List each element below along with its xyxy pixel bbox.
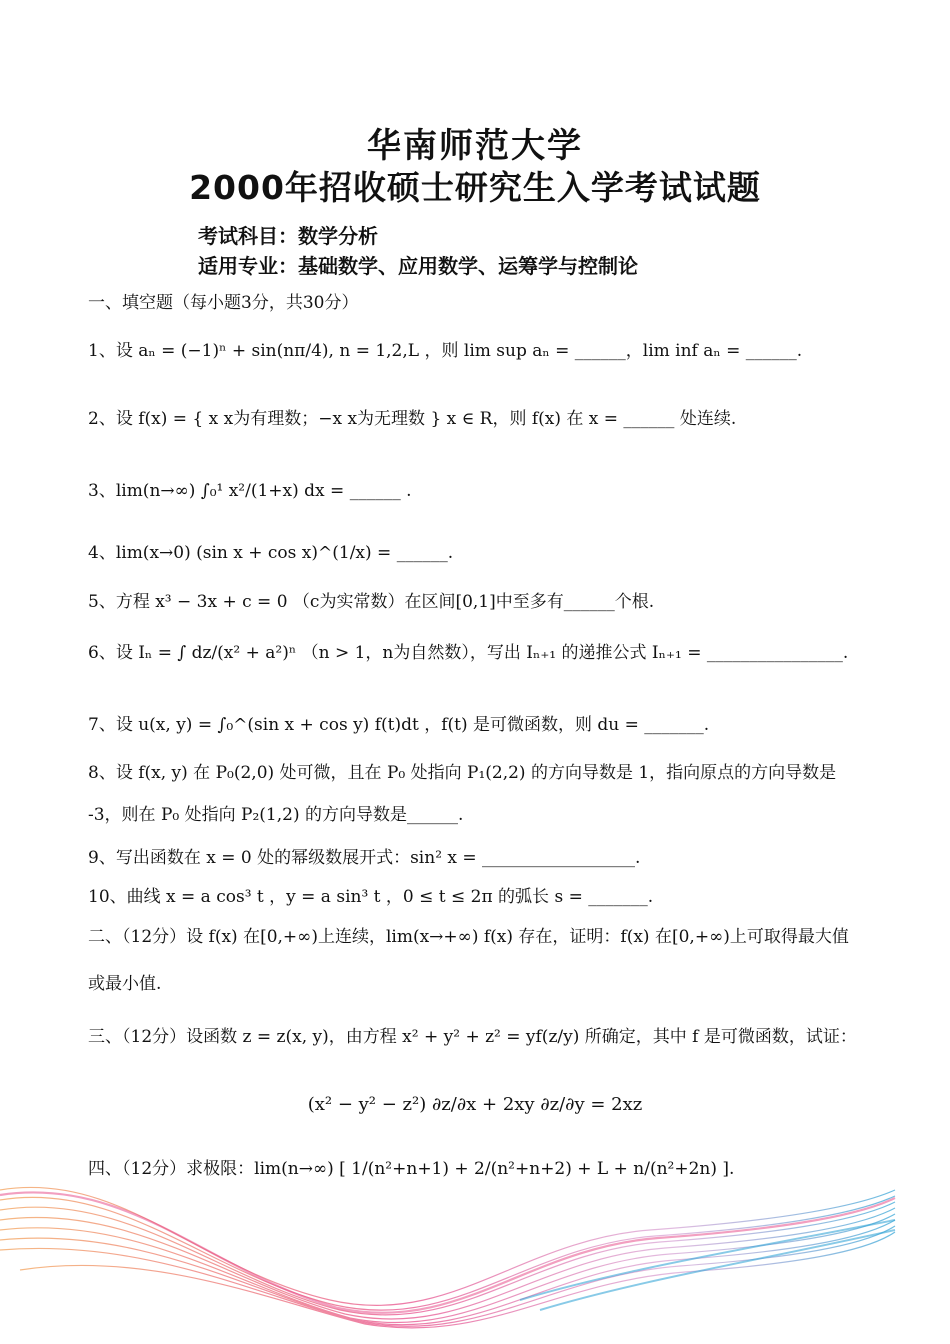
majors-line: 适用专业：基础数学、应用数学、运筹学与控制论 — [198, 254, 638, 278]
university-title: 华南师范大学 — [367, 126, 583, 166]
question-4: 4、lim(x→0) (sin x + cos x)^(1/x) = ______. — [88, 543, 454, 563]
question-6: 6、设 Iₙ = ∫ dz/(x² + a²)ⁿ （n > 1，n为自然数），写出 Iₙ₊₁ 的递推公式 Iₙ₊₁ = ________________. — [88, 643, 849, 663]
section-1-heading: 一、填空题（每小题3分，共30分） — [88, 293, 359, 313]
question-7: 7、设 u(x, y) = ∫₀^(sin x + cos y) f(t)dt ，f(t) 是可微函数，则 du = _______. — [88, 715, 710, 735]
section-4: 四、（12分）求极限：lim(n→∞) [ 1/(n²+n+1) + 2/(n²+n+2) + L + n/(n²+2n) ]. — [88, 1159, 735, 1179]
section-2-line-2: 或最小值. — [88, 974, 162, 994]
exam-title: 2000年招收硕士研究生入学考试试题 — [189, 168, 761, 207]
section-3: 三、（12分）设函数 z = z(x, y)，由方程 x² + y² + z² = yf(z/y) 所确定，其中 f 是可微函数，试证： — [88, 1027, 857, 1047]
question-8-line-1: 8、设 f(x, y) 在 P₀(2,0) 处可微，且在 P₀ 处指向 P₁(2,2) 的方向导数是 1，指向原点的方向导数是 — [88, 763, 837, 783]
question-2: 2、设 f(x) = { x x为有理数；−x x为无理数 } x ∈ R，则 f(x) 在 x = ______ 处连续. — [88, 409, 737, 429]
question-5: 5、方程 x³ − 3x + c = 0 （c为实常数）在区间[0,1]中至多有______个根. — [88, 592, 655, 612]
question-1: 1、设 aₙ = (−1)ⁿ + sin(nπ/4), n = 1,2,L ，则 lim sup aₙ = ______，lim inf aₙ = ______. — [88, 341, 803, 361]
question-3: 3、lim(n→∞) ∫₀¹ x²/(1+x) dx = ______ . — [88, 481, 412, 501]
section-3-equation: (x² − y² − z²) ∂z/∂x + 2xy ∂z/∂y = 2xz — [307, 1094, 643, 1115]
section-2-line-1: 二、（12分）设 f(x) 在[0,+∞)上连续，lim(x→+∞) f(x) 存在，证明：f(x) 在[0,+∞)上可取得最大值 — [88, 927, 849, 947]
subject-line: 考试科目：数学分析 — [198, 224, 378, 248]
question-8-line-2: -3，则在 P₀ 处指向 P₂(1,2) 的方向导数是______. — [88, 805, 464, 825]
decorative-wave — [0, 1150, 950, 1344]
question-10: 10、曲线 x = a cos³ t ，y = a sin³ t ，0 ≤ t ≤ 2π 的弧长 s = _______. — [88, 887, 654, 907]
question-9: 9、写出函数在 x = 0 处的幂级数展开式：sin² x = __________________. — [88, 848, 641, 868]
